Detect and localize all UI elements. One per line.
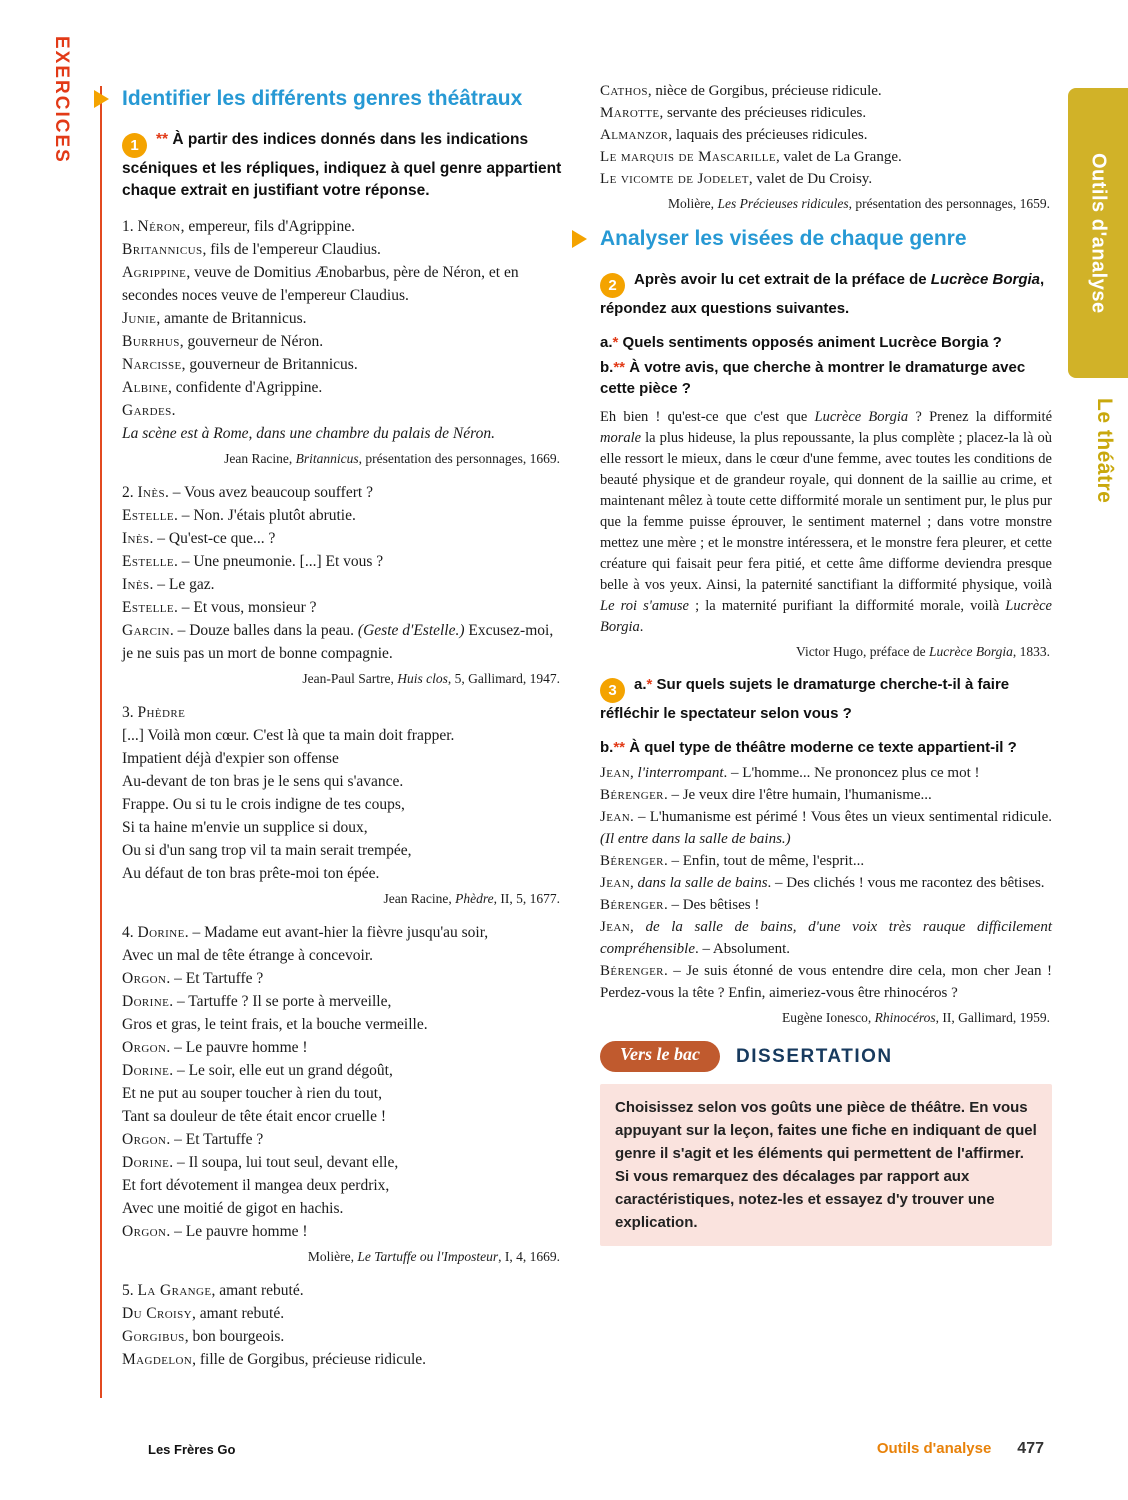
text-line: Au-devant de ton bras je le sens qui s'avance. <box>122 773 404 790</box>
text-line: Jean. – L'humanisme est périmé ! Vous êtes un vieux sentimental ridicule. (Il entre dans la salle de bains.) <box>600 809 1052 847</box>
text-line: Junie, amante de Britannicus. <box>122 310 307 327</box>
page-footer <box>877 1440 1044 1458</box>
text-line: Tant sa douleur de tête était encor cruelle ! <box>122 1108 387 1125</box>
text-line: Gros et gras, le teint frais, et la bouche vermeille. <box>122 1016 428 1033</box>
exercise-1-number-badge: 1 <box>122 133 147 158</box>
exercise-2-prompt <box>600 269 1052 319</box>
text-line: Cathos, nièce de Gorgibus, précieuse ridicule. <box>600 83 882 99</box>
left-column <box>122 86 562 1371</box>
exercise-3-prompt <box>600 674 1052 724</box>
text-line: Du Croisy, amant rebuté. <box>122 1305 285 1322</box>
exercices-vertical-label: EXERCICES <box>51 36 72 164</box>
text-line: Dorine. – Il soupa, lui tout seul, devant elle, <box>122 1154 399 1171</box>
text-line: Le marquis de Mascarille, valet de La Grange. <box>600 149 902 165</box>
citation-rhinoceros: Eugène Ionesco, Rhinocéros, II, Gallimard, 1959. <box>782 1010 1050 1025</box>
extract-precieuses-part2-lines <box>600 80 1052 190</box>
citation-precieuses: Molière, Les Précieuses ridicules, présentation des personnages, 1659. <box>667 196 1050 211</box>
extract-phedre <box>122 701 562 908</box>
text-line: Burrhus, gouverneur de Néron. <box>122 333 324 350</box>
section-heading-visees <box>600 226 1052 251</box>
text-line: Dorine. – Le soir, elle eut un grand dégoût, <box>122 1062 393 1079</box>
text-line: 3. Phèdre <box>122 704 186 721</box>
text-line: 5. La Grange, amant rebuté. <box>122 1282 304 1299</box>
brand-footer: Les Frères Go <box>148 1442 236 1457</box>
section-title-genres: Identifier les différents genres théâtraux <box>122 87 523 110</box>
text-line: 4. Dorine. – Madame eut avant-hier la fièvre jusqu'au soir, <box>122 924 489 941</box>
exercise-3-question-a: a.* Sur quels sujets le dramaturge cherche-t-il à faire réfléchir le spectateur selon vous ? <box>600 676 1010 722</box>
text-line: Bérenger. – Enfin, tout de même, l'esprit... <box>600 853 865 869</box>
left-margin-rule <box>100 86 102 1398</box>
extract-rhinoceros-lines <box>600 762 1052 1004</box>
text-line: Britannicus, fils de l'empereur Claudius. <box>122 241 381 258</box>
section-title-visees: Analyser les visées de chaque genre <box>600 227 967 250</box>
text-line: Albine, confidente d'Agrippine. <box>122 379 323 396</box>
citation-britannicus: Jean Racine, Britannicus, présentation des personnages, 1669. <box>224 451 560 466</box>
text-line: [...] Voilà mon cœur. C'est là que ta main doit frapper. <box>122 727 455 744</box>
text-line: Bérenger. – Des bêtises ! <box>600 897 760 913</box>
exercise-2-question-a: a.* Quels sentiments opposés animent Lucrèce Borgia ? <box>600 334 1002 351</box>
text-line: Inès. – Qu'est-ce que... ? <box>122 530 276 547</box>
text-line: Marotte, servante des précieuses ridicules. <box>600 105 867 121</box>
extract-britannicus <box>122 215 562 468</box>
text-line: Magdelon, fille de Gorgibus, précieuse ridicule. <box>122 1351 427 1368</box>
exercise-2-number-badge: 2 <box>600 273 625 298</box>
citation-tartuffe: Molière, Le Tartuffe ou l'Imposteur, I, 4, 1669. <box>307 1249 560 1264</box>
text-line: Ou si d'un sang trop vil ta main serait trempée, <box>122 842 412 859</box>
text-line: Et fort dévotement il mangea deux perdrix, <box>122 1177 390 1194</box>
text-line: Si ta haine m'envie un supplice si doux, <box>122 819 368 836</box>
vers-le-bac-badge: Vers le bac <box>600 1041 720 1072</box>
text-line: Almanzor, laquais des précieuses ridicules. <box>600 127 868 143</box>
section-arrow-icon <box>572 230 587 248</box>
section-arrow-icon <box>94 90 109 108</box>
extract-britannicus-lines <box>122 215 562 445</box>
extract-tartuffe <box>122 921 562 1266</box>
text-line: Estelle. – Et vous, monsieur ? <box>122 599 317 616</box>
exercise-3-number-badge: 3 <box>600 678 625 703</box>
text-line: Avec un mal de tête étrange à concevoir. <box>122 947 374 964</box>
citation-huis-clos: Jean-Paul Sartre, Huis clos, 5, Gallimard, 1947. <box>302 671 560 686</box>
extract-tartuffe-lines <box>122 921 562 1243</box>
exercise-2-text: Après avoir lu cet extrait de la préface de Lucrèce Borgia, répondez aux questions suivantes. <box>600 271 1045 317</box>
text-line: Orgon. – Et Tartuffe ? <box>122 970 264 987</box>
extract-precieuses-part2 <box>600 80 1052 213</box>
exercise-2-question-b: b.** À votre avis, que cherche à montrer le dramaturge avec cette pièce ? <box>600 359 1026 397</box>
text-line: Jean, dans la salle de bains. – Des clichés ! vous me racontez des bêtises. <box>600 875 1045 891</box>
text-line: Estelle. – Une pneumonie. [...] Et vous ? <box>122 553 384 570</box>
text-line: Bérenger. – Je veux dire l'être humain, l'humanisme... <box>600 787 932 803</box>
right-tab-theatre-label: Le théâtre <box>1093 398 1116 504</box>
exercise-1-text: ** À partir des indices donnés dans les indications scéniques et les répliques, indiquez à quel genre appartient chaque extrait en justifiant votre réponse. <box>122 131 562 199</box>
text-line: Narcisse, gouverneur de Britannicus. <box>122 356 358 373</box>
text-line: Orgon. – Le pauvre homme ! <box>122 1223 308 1240</box>
exercise-3-question-b: b.** À quel type de théâtre moderne ce texte appartient-il ? <box>600 739 1017 756</box>
text-line: 1. Néron, empereur, fils d'Agrippine. <box>122 218 355 235</box>
text-line: Agrippine, veuve de Domitius Ænobarbus, père de Néron, et en secondes noces veuve de l'empereur Claudius. <box>122 264 519 304</box>
text-line: Dorine. – Tartuffe ? Il se porte à merveille, <box>122 993 392 1010</box>
text-line: Au défaut de ton bras prête-moi ton épée. <box>122 865 380 882</box>
extract-phedre-lines <box>122 701 562 885</box>
citation-hugo: Victor Hugo, préface de Lucrèce Borgia, 1833. <box>796 644 1050 659</box>
text-line: Impatient déjà d'expier son offense <box>122 750 339 767</box>
footer-section-label: Outils d'analyse <box>876 1440 992 1457</box>
exercise-1-prompt <box>122 129 562 202</box>
text-line: Avec une moitié de gigot en hachis. <box>122 1200 344 1217</box>
vers-le-bac-row <box>600 1041 1052 1072</box>
text-line: 2. Inès. – Vous avez beaucoup souffert ? <box>122 484 373 501</box>
text-line: Bérenger. – Je suis étonné de vous entendre dire cela, mon cher Jean ! Perdez-vous la tête ? Enfin, aimeriez-vous être rhinocéros ? <box>600 963 1052 1001</box>
text-line: Frappe. Ou si tu le crois indigne de tes coups, <box>122 796 405 813</box>
text-line: Orgon. – Et Tartuffe ? <box>122 1131 264 1148</box>
extract-precieuses-part1-lines <box>122 1279 562 1371</box>
text-line: Jean, l'interrompant. – L'homme... Ne prononcez plus ce mot ! <box>600 765 980 781</box>
citation-phedre: Jean Racine, Phèdre, II, 5, 1677. <box>383 891 560 906</box>
text-line: Jean, de la salle de bains, d'une voix très rauque difficilement compréhensible. – Absolument. <box>600 919 1053 957</box>
text-line: Gardes. <box>122 402 176 419</box>
right-tab-outils-label: Outils d'analyse <box>1087 152 1110 314</box>
text-line: Inès. – Le gaz. <box>122 576 215 593</box>
text-line: Garcin. – Douze balles dans la peau. (Geste d'Estelle.) Excusez-moi, je ne suis pas un mort de bonne compagnie. <box>122 622 554 662</box>
text-line: Et ne put au souper toucher à rien du tout, <box>122 1085 382 1102</box>
extract-rhinoceros <box>600 762 1052 1027</box>
extract-hugo-preface: Eh bien ! qu'est-ce que c'est que Lucrèce Borgia ? Prenez la difformité morale la plus hideuse, la plus repoussante, la plus complète ; placez-la là où elle ressort le mieux, dans le cœur d'une femme, avec toutes les conditions de beauté physique et de grandeur royale, qui donnent de la saillie au crime, et maintenant mêlez à toute cette difformité morale un sentiment pur, le plus pur que la femme puisse éprouver, le sentiment maternel ; dans votre monstre mettez une mère ; et le monstre intéressera, et le monstre fera pleurer, et cette créature qui faisait peur fera pitié, et cette âme difforme deviendra presque belle à vos yeux. Ainsi, la paternité sanctifiant la difformité physique, voilà Le roi s'amuse ; la maternité purifiant la difformité morale, voilà Lucrèce Borgia. <box>600 409 1052 635</box>
dissertation-label: DISSERTATION <box>736 1045 893 1067</box>
extract-huis-clos-lines <box>122 481 562 665</box>
section-heading-genres <box>122 86 562 111</box>
right-tab-le-theatre <box>1092 398 1116 568</box>
extract-precieuses-part1 <box>122 1279 562 1371</box>
dissertation-instructions-box: Choisissez selon vos goûts une pièce de théâtre. En vous appuyant sur la leçon, faites une fiche en indiquant de quel genre il s'agit et les éléments qui permettent de l'affirmer. Si vous remarquez des décalages par rapport aux caractéristiques, notez-les et essayez d'y trouver une explication. <box>600 1084 1052 1246</box>
text-line: Gorgibus, bon bourgeois. <box>122 1328 285 1345</box>
text-line: Estelle. – Non. J'étais plutôt abrutie. <box>122 507 356 524</box>
right-column <box>600 80 1052 1246</box>
extract-huis-clos <box>122 481 562 688</box>
text-line: Le vicomte de Jodelet, valet de Du Croisy. <box>600 171 873 187</box>
page-number: 477 <box>1017 1440 1044 1457</box>
right-tab-outils-analyse[interactable] <box>1068 88 1128 378</box>
text-line: La scène est à Rome, dans une chambre du palais de Néron. <box>122 425 495 442</box>
text-line: Orgon. – Le pauvre homme ! <box>122 1039 308 1056</box>
